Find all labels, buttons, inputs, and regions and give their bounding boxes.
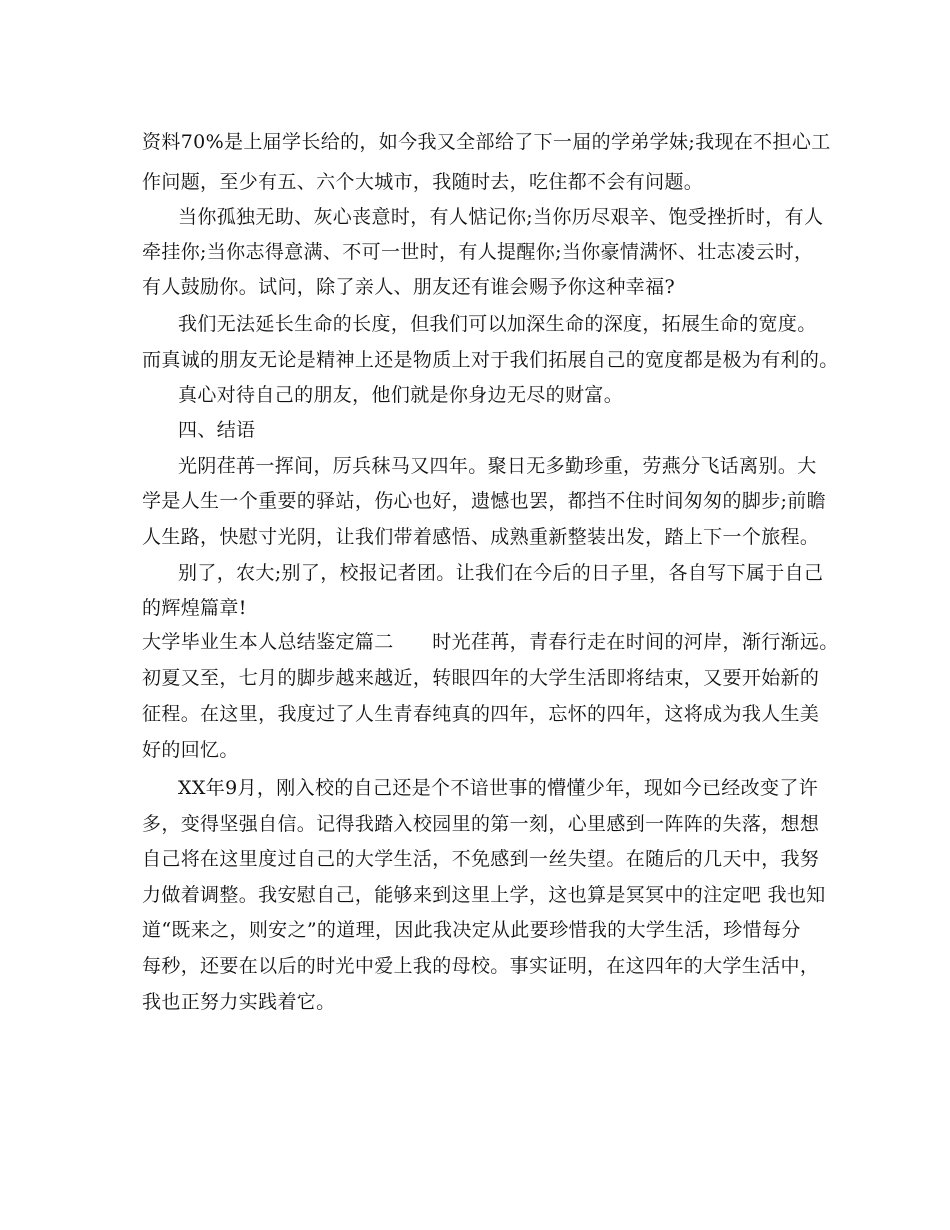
paragraph-first-line: 光阴荏苒一挥间，厉兵秣马又四年。聚日无多勤珍重，劳燕分飞话离别。大 (178, 455, 817, 477)
section-heading: 四、结语 (178, 419, 256, 441)
text-line: 自己将在这里度过自己的大学生活，不免感到一丝失望。在随后的几天中，我努 (142, 848, 820, 870)
paragraph-first-line: XX年9月，刚入校的自己还是个不谙世事的懵懂少年，现如今已经改变了许 (178, 777, 819, 799)
text-line: 牵挂你;当你志得意满、不可一世时，有人提醒你;当你豪情满怀、壮志凌云时， (142, 241, 814, 263)
text-line: 好的回忆。 (142, 739, 239, 761)
paragraph-first-line: 真心对待自己的朋友，他们就是你身边无尽的财富。 (178, 384, 624, 406)
paragraph-first-line: 别了，农大;别了，校报记者团。让我们在今后的日子里，各自写下属于自己 (178, 562, 824, 584)
text-line: 力做着调整。我安慰自己，能够来到这里上学，这也算是冥冥中的注定吧 我也知 (142, 884, 826, 906)
text-line: 作问题，至少有五、六个大城市，我随时去，吃住都不会有问题。 (142, 171, 704, 193)
text-line: 初夏又至，七月的脚步越来越近，转眼四年的大学生活即将结束，又要开始新的 (142, 667, 820, 689)
article-title-line: 大学毕业生本人总结鉴定篇二 时光荏苒，青春行走在时间的河岸，渐行渐远。 (142, 631, 839, 653)
text-line: 资料70%是上届学长给的，如今我又全部给了下一届的学弟学妹;我现在不担心工 (142, 131, 831, 153)
text-line: 征程。在这里，我度过了人生青春纯真的四年，忘怀的四年，这将成为我人生美 (142, 703, 820, 725)
text-line: 学是人生一个重要的驿站，伤心也好，遗憾也罢，都挡不住时间匆匆的脚步;前瞻 (142, 490, 827, 512)
text-line: 每秒，还要在以后的时光中爱上我的母校。事实证明，在这四年的大学生活中， (142, 955, 820, 977)
text-line: 而真诚的朋友无论是精神上还是物质上对于我们拓展自己的宽度都是极为有利的。 (142, 349, 839, 371)
text-line: 有人鼓励你。试问，除了亲人、朋友还有谁会赐予你这种幸福? (142, 276, 675, 298)
text-line: 多，变得坚强自信。记得我踏入校园里的第一刻，心里感到一阵阵的失落，想想 (142, 813, 820, 835)
text-line: 人生路，快慰寸光阴，让我们带着感悟、成熟重新整装出发，踏上下一个旅程。 (142, 526, 820, 548)
text-line: 道“既来之，则安之”的道理，因此我决定从此要珍惜我的大学生活，珍惜每分 (142, 919, 801, 941)
text-line: 我也正努力实践着它。 (142, 991, 336, 1013)
text-line: 的辉煌篇章! (142, 597, 247, 619)
paragraph-first-line: 我们无法延长生命的长度，但我们可以加深生命的深度，拓展生命的宽度。 (178, 313, 817, 335)
paragraph-first-line: 当你孤独无助、灰心丧意时，有人惦记你;当你历尽艰辛、饱受挫折时，有人 (178, 206, 824, 228)
